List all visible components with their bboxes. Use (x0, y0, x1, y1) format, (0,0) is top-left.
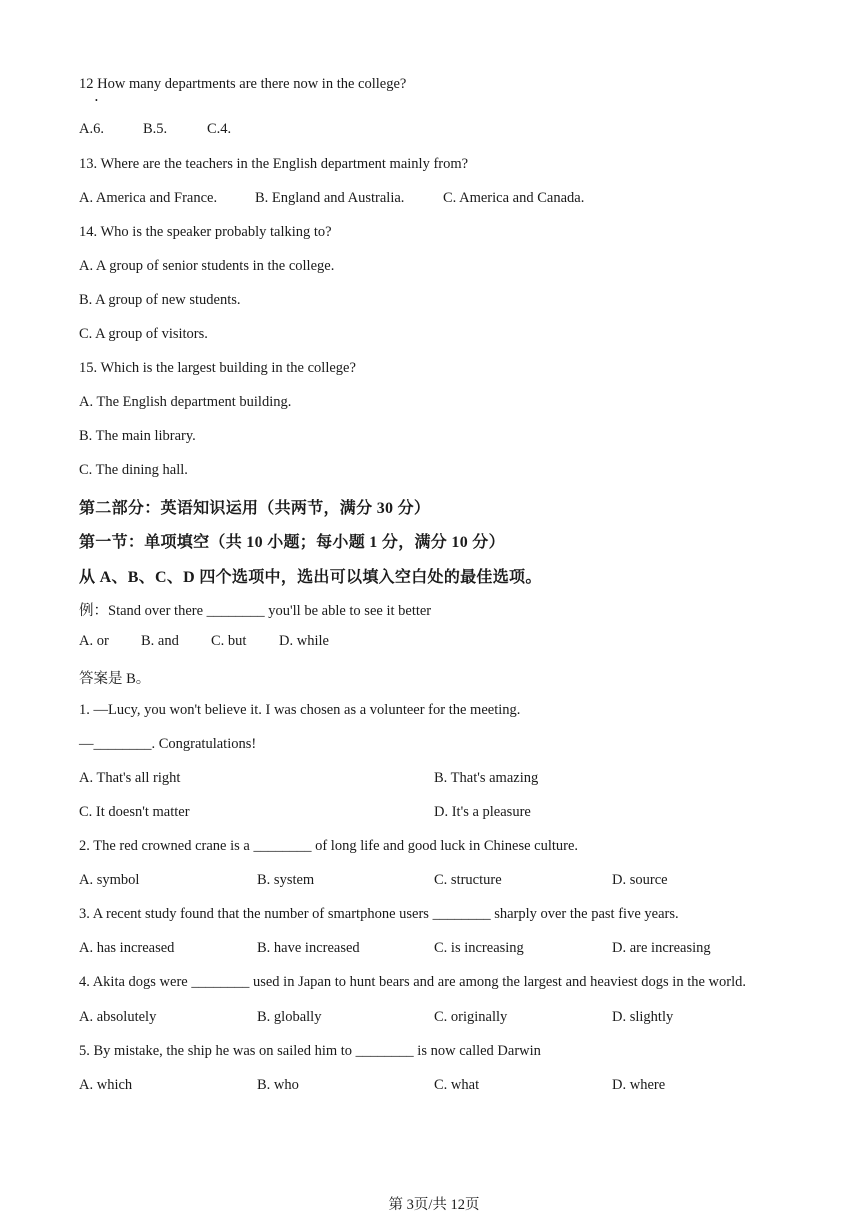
q1-option-d: D. It's a pleasure (434, 804, 531, 820)
q3-option-b: B. have increased (257, 940, 360, 956)
q5-stem: 5. By mistake, the ship he was on sailed him to ________ is now called Darwin (79, 1043, 541, 1059)
example-stem: 例：Stand over there ________ you'll be able to see it better (79, 603, 432, 619)
q13-option-a: A. America and France. (79, 190, 218, 206)
q13-option-b: B. England and Australia. (255, 190, 405, 206)
q3-option-c: C. is increasing (434, 940, 524, 956)
q4-option-c: C. originally (434, 1009, 508, 1025)
q3-stem: 3. A recent study found that the number of smartphone users ________ sharply over the past five years. (79, 906, 679, 922)
stray-mark: • (95, 96, 98, 105)
q12-option-c: C.4. (207, 121, 232, 137)
q14-option-c: C. A group of visitors. (79, 326, 208, 342)
q13-option-c: C. America and Canada. (443, 190, 585, 206)
q1-reply: —________. Congratulations! (79, 736, 257, 752)
q12-stem: 12 How many departments are there now in the college? (79, 76, 407, 92)
q3-option-a: A. has increased (79, 940, 175, 956)
q1-stem: 1. —Lucy, you won't believe it. I was chosen as a volunteer for the meeting. (79, 702, 521, 718)
q15-option-b: B. The main library. (79, 428, 196, 444)
section-instruction: 从 A、B、C、D 四个选项中，选出可以填入空白处的最佳选项。 (79, 569, 542, 586)
example-answer: 答案是 B。 (79, 671, 151, 687)
q14-option-a: A. A group of senior students in the college. (79, 258, 335, 274)
q4-stem: 4. Akita dogs were ________ used in Japan to hunt bears and are among the largest and heaviest dogs in the world. (79, 974, 746, 990)
section-title: 第一节：单项填空（共 10 小题；每小题 1 分，满分 10 分） (79, 534, 505, 551)
q1-option-b: B. That's amazing (434, 770, 539, 786)
example-option-c: C. but (211, 633, 247, 649)
q2-option-c: C. structure (434, 872, 502, 888)
q1-option-a: A. That's all right (79, 770, 181, 786)
q1-option-c: C. It doesn't matter (79, 804, 190, 820)
q15-stem: 15. Which is the largest building in the college? (79, 360, 356, 376)
q15-option-a: A. The English department building. (79, 394, 292, 410)
example-option-a: A. or (79, 633, 109, 649)
example-option-d: D. while (279, 633, 329, 649)
page-number: 第 3页/共 12页 (388, 1197, 480, 1213)
part-title: 第二部分：英语知识运用（共两节，满分 30 分） (79, 500, 431, 517)
q4-option-a: A. absolutely (79, 1009, 157, 1025)
q2-option-b: B. system (257, 872, 315, 888)
q4-option-b: B. globally (257, 1009, 322, 1025)
q12-option-a: A.6. (79, 121, 104, 137)
q2-option-d: D. source (612, 872, 668, 888)
q12-option-b: B.5. (143, 121, 168, 137)
q4-option-d: D. slightly (612, 1009, 674, 1025)
q15-option-c: C. The dining hall. (79, 462, 188, 478)
q13-stem: 13. Where are the teachers in the English department mainly from? (79, 156, 469, 172)
q14-stem: 14. Who is the speaker probably talking to? (79, 224, 332, 240)
q5-option-b: B. who (257, 1077, 299, 1093)
q2-stem: 2. The red crowned crane is a ________ of long life and good luck in Chinese culture. (79, 838, 579, 854)
q5-option-c: C. what (434, 1077, 480, 1093)
q2-option-a: A. symbol (79, 872, 140, 888)
q3-option-d: D. are increasing (612, 940, 711, 956)
example-option-b: B. and (141, 633, 179, 649)
q5-option-d: D. where (612, 1077, 666, 1093)
q14-option-b: B. A group of new students. (79, 292, 241, 308)
q5-option-a: A. which (79, 1077, 133, 1093)
